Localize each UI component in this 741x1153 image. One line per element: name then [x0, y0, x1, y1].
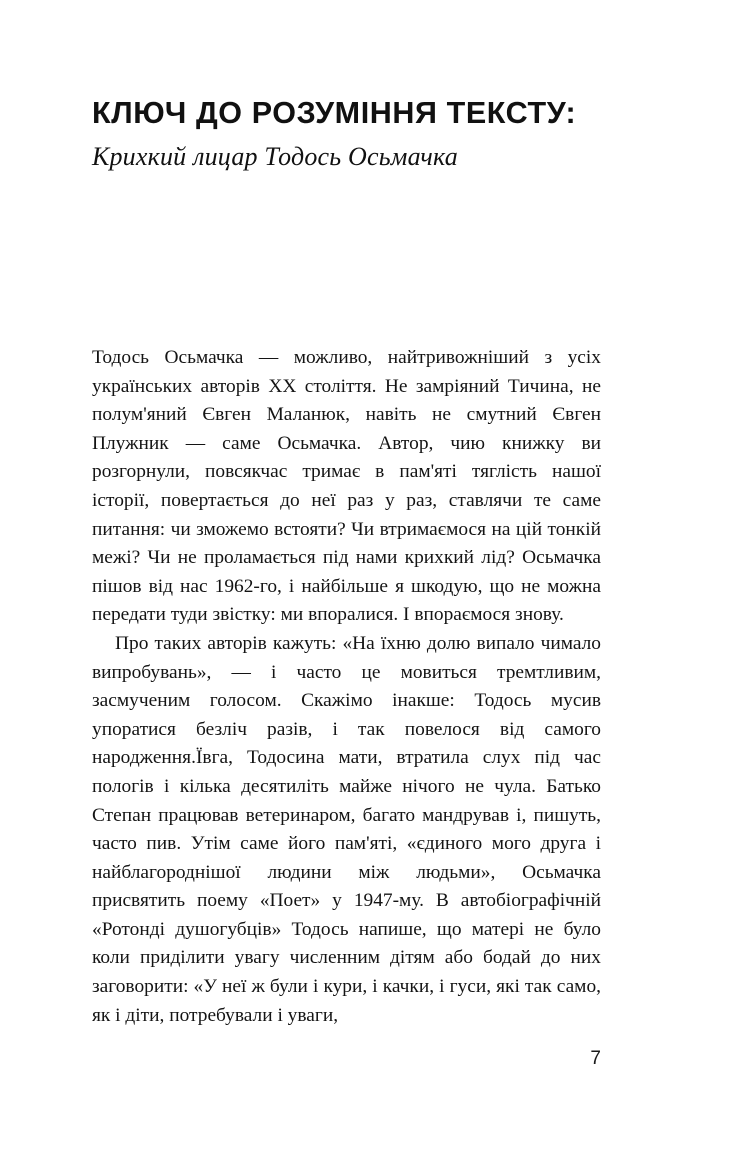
chapter-heading	[92, 96, 612, 173]
page-number: 7	[590, 1048, 601, 1069]
body-text	[92, 344, 601, 1030]
paragraph-2: Про таких авторів кажуть: «На їхню долю випало чимало випробувань», — і часто це мовиться тремтливим, засмученим голосом. Скажімо інакше: Тодось мусив упоратися безліч разів, і так повелося від самого народження.Ївга, Тодосина мати, втратила слух під час пологів і кілька десятиліть майже нічого не чула. Батько Степан працював ветеринаром, багато мандрував і, пишуть, часто пив. Утім саме його пам'яті, «єдиного мого друга і найблагороднішої людини між людьми», Осьмачка присвятить поему «Поет» у 1947-му. В автобіографічній «Ротонді душогубців» Тодось напише, що матері не було коли приділити увагу численним дітям або бодай до них заговорити: «У неї ж були і кури, і качки, і гуси, які так само, як і діти, потребували і уваги,	[92, 632, 601, 1026]
page-subtitle: Крихкий лицар Тодось Осьмачка	[92, 141, 458, 171]
page-title: КЛЮЧ ДО РОЗУМІННЯ ТЕКСТУ:	[92, 96, 577, 130]
paragraph-1: Тодось Осьмачка — можливо, найтривожніший з усіх українських авторів XX століття. Не замріяний Тичина, не полум'яний Євген Маланюк, навіть не смутний Євген Плужник — саме Осьмачка. Автор, чию книжку ви розгорнули, повсякчас тримає в пам'яті тяглість нашої історії, повертається до неї раз у раз, ставлячи те саме питання: чи зможемо встояти? Чи втримаємося на цій тонкій межі? Чи не проламається під нами крихкий лід? Осьмачка пішов від нас 1962-го, і найбільше я шкодую, що не можна передати туди звістку: ми впоралися. І впораємося знову.	[92, 347, 601, 626]
